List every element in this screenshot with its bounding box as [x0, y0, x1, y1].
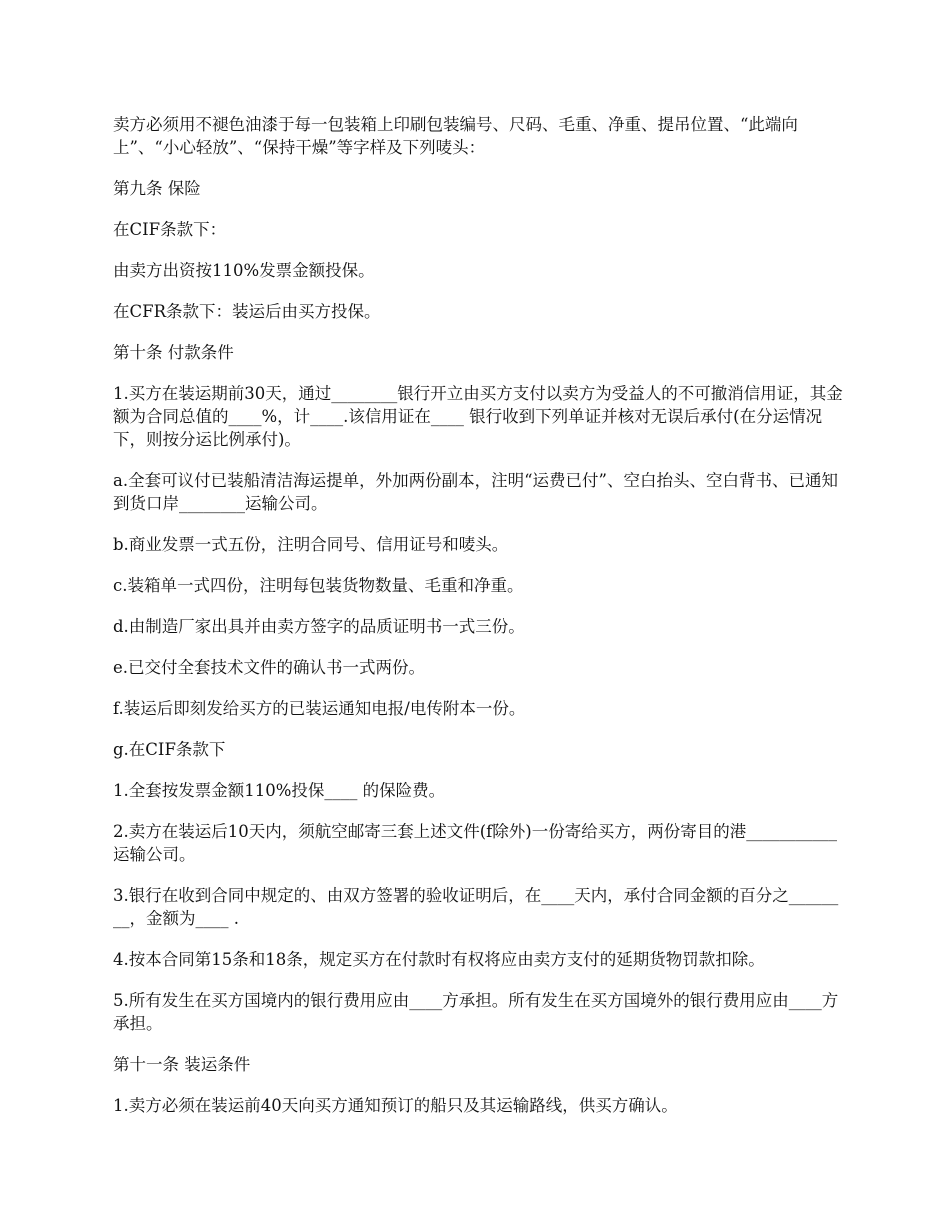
paragraph-cif-terms: 在CIF条款下：	[113, 220, 227, 239]
paragraph-item-b-invoice: b.商业发票一式五份，注明合同号、信用证号和唛头。	[113, 535, 509, 554]
paragraph-cfr-terms: 在CFR条款下：装运后由买方投保。	[113, 302, 381, 321]
document-page	[113, 113, 843, 1135]
paragraph-bank-acceptance: 3.银行在收到合同中规定的、由双方签署的验收证明后，在____天内，承付合同金额的百分之________，金额为____ .	[113, 886, 839, 928]
paragraph-marking-requirements: 卖方必须用不褪色油漆于每一包装箱上印刷包装编号、尺码、毛重、净重、提吊位置、“此端向上”、“小心轻放”、“保持干燥”等字样及下列唛头：	[113, 115, 798, 157]
paragraph-insurance-premium: 1.全套按发票金额110%投保____ 的保险费。	[113, 781, 446, 800]
paragraph-vessel-notice: 1.卖方必须在装运前40天向买方通知预订的船只及其运输路线，供买方确认。	[113, 1096, 678, 1115]
paragraph-item-a-bill-of-lading: a.全套可议付已装船清洁海运提单，外加两份副本，注明“运费已付”、空白抬头、空白背书、已通知到货口岸________运输公司。	[113, 471, 838, 513]
paragraph-item-e-technical-docs: e.已交付全套技术文件的确认书一式两份。	[113, 658, 426, 677]
heading-article-9-insurance: 第九条 保险	[113, 179, 201, 198]
paragraph-letter-of-credit: 1.买方在装运期前30天，通过________银行开立由买方支付以卖方为受益人的不可撤消信用证，其金额为合同总值的____%，计____.该信用证在____ 银行收到下列单证并核对无误后承付(在分运情况下，则按分运比例承付)。	[113, 384, 843, 449]
paragraph-bank-charges: 5.所有发生在买方国境内的银行费用应由____方承担。所有发生在买方国境外的银行费用应由____方承担。	[113, 991, 839, 1033]
paragraph-airmail-documents: 2.卖方在装运后10天内，须航空邮寄三套上述文件(f除外)一份寄给买方，两份寄目的港___________运输公司。	[113, 822, 837, 864]
heading-article-11-shipment: 第十一条 装运条件	[113, 1055, 251, 1074]
paragraph-item-g-cif: g.在CIF条款下	[113, 740, 226, 759]
paragraph-seller-insures: 由卖方出资按110%发票金额投保。	[113, 261, 375, 280]
heading-article-10-payment: 第十条 付款条件	[113, 343, 234, 362]
paragraph-item-c-packing-list: c.装箱单一式四份，注明每包装货物数量、毛重和净重。	[113, 576, 524, 595]
paragraph-item-d-quality-certificate: d.由制造厂家出具并由卖方签字的品质证明书一式三份。	[113, 617, 525, 636]
paragraph-item-f-shipping-advice: f.装运后即刻发给买方的已装运通知电报/电传附本一份。	[113, 699, 526, 718]
paragraph-penalty-deduction: 4.按本合同第15条和18条，规定买方在付款时有权将应由卖方支付的延期货物罚款扣除。	[113, 950, 765, 969]
